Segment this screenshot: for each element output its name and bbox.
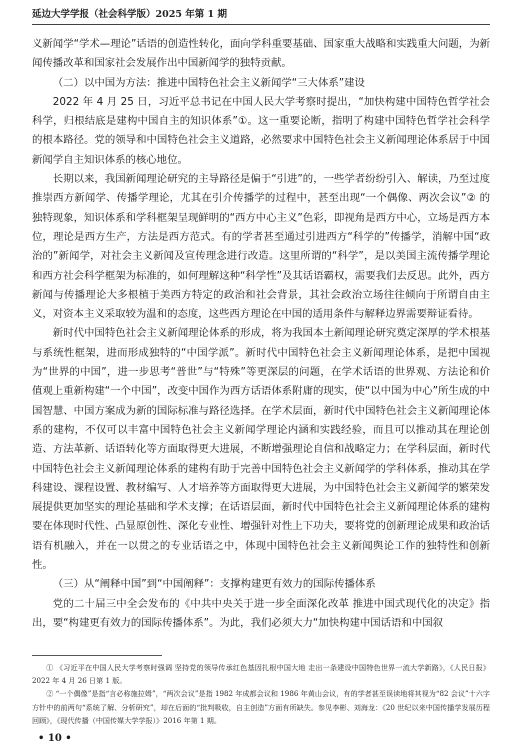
paragraph-4: 党的二十届三中全会发布的《中共中央关于进一步全面深化改革 推进中国式现代化的决定》指出，要“构建更有效力的国际传播体系”。为此，我们必须大力“加快构建中国话语和中国叙 <box>32 597 490 629</box>
paragraph-1: 2022 年 4 月 25 日，习近平总书记在中国人民大学考察时提出，“加快构建中国特色哲学社会科学，归根结底是建构中国自主的知识体系”①。这一重要论断，指明了构建中国特色哲学社会科学的根本路径。党的领导和中国特色社会主义道路，必然要求中国特色社会主义新闻理论体系居于中国新闻学自主知识体系的核心地位。 <box>32 95 490 166</box>
paragraph-3: 新时代中国特色社会主义新闻理论体系的形成，将为我国本土新闻理论研究奠定深厚的学术根基与系统性框架，进而形成独特的“中国学派”。新时代中国特色社会主义新闻理论体系，是把中国视为“世界的中国”，进一步思考“普世”与“特殊”等更深层的问题，在学术话语的世界观、方法论和价值观上重新构建“一个中国”，改变中国作为西方话语体系附庸的现实，使“以中国为中心”所生成的中国智慧、中国方案成为新的国际标准与路径选择。在学术层面，新时代中国特色社会主义新闻理论体系的建构，不仅可以丰富中国特色社会主义新闻学理论内涵和实践经验，而且可以推动其在理论创造、方法革新、话语转化等方面取得更大进展，不断增强理论自信和战略定力；在学科层面，新时代中国特色社会主义新闻理论体系的建构有助于完善中国特色社会主义新闻学的学科体系，推动其在学科建设、课程设置、教材编写、人才培养等方面取得更大进展，为中国特色社会主义新闻学的繁荣发展提供更加坚实的理论基础和学术支撑；在话语层面，新时代中国特色社会主义新闻理论体系的建构要在体现时代性、凸显原创性、深化专业性、增强针对性上下功夫，要将党的创新理论成果和政治话语有机融入，并在一以贯之的专业话语之中，体现中国特色社会主义新闻舆论工作的独特性和创新性。 <box>32 327 490 572</box>
footnote-2: ② “一个偶像”是指“言必称施拉姆”，“两次会议”是指 1982 年成都会议和 1986 年黄山会议，有的学者甚至误读地将其视为“82 会议”十六字方针中的前两句“系统了解、分析研究”，却在后面的“批判吸收，自主创造”方面有所缺失。参见李彬、刘海龙：《20 世纪以来中国传播学发展历程回顾》，《现代传播（中国传媒大学学报）》2016 年第 1 期。 <box>32 689 490 725</box>
running-title: 延边大学学报（社会科学版）2025 年第 1 期 <box>32 9 227 20</box>
paragraph-continued: 义新闻学“学术—理论”话语的创造性转化，面向学科重要基础、国家重大战略和实践重大问题，为新闻传播改革和国家社会发展作出中国新闻学的独特贡献。 <box>32 38 490 70</box>
section-heading-3: （三）从“阐释中国”到“中国阐释”：支撑构建更有效力的国际传播体系 <box>52 578 376 591</box>
paragraph-2: 长期以来，我国新闻理论研究的主导路径是偏于“引进”的，一些学者纷纷引入、解读，乃至过度推崇西方新闻学、传播学理论，尤其在引介传播学的过程中，甚至出现“一个偶像、两次会议”② 的独特现象，知识体系和学科框架呈现鲜明的“西方中心主义”色彩，即视角是西方中心，立场是西方本位，理论是西方生产，方法是西方范式。有的学者甚至通过引进西方“科学的”传播学，消解中国“政治的”新闻学，对社会主义新闻及宣传理念进行改造。这里所谓的“科学”，是以美国主流传播学理论和西方社会科学框架为标准的，如何理解这种“科学性”及其话语霸权，需要我们去反思。此外，西方新闻与传播理论大多根植于美西方特定的政治和社会背景，其社会政治立场往往倾向于所谓自由主义，对资本主义采取较为温和的态度，这些西方理论在中国的适用条件与解释边界需要辩证看待。 <box>32 173 490 321</box>
section-heading-2: （二）以中国为方法：推进中国特色社会主义新闻学“三大体系”建设 <box>52 76 365 89</box>
page-number: • 10 • <box>38 733 72 744</box>
footnotes <box>32 655 490 727</box>
footnote-1: ① 《习近平在中国人民大学考察时强调 坚持党的领导传承红色基因扎根中国大地 走出一条建设中国特色世界一流大学新路》，《人民日报》2022 年 4 月 26 日第 1 版。 <box>32 663 490 686</box>
footnote-divider <box>32 655 162 656</box>
running-header <box>32 6 490 25</box>
article-body <box>32 35 490 633</box>
